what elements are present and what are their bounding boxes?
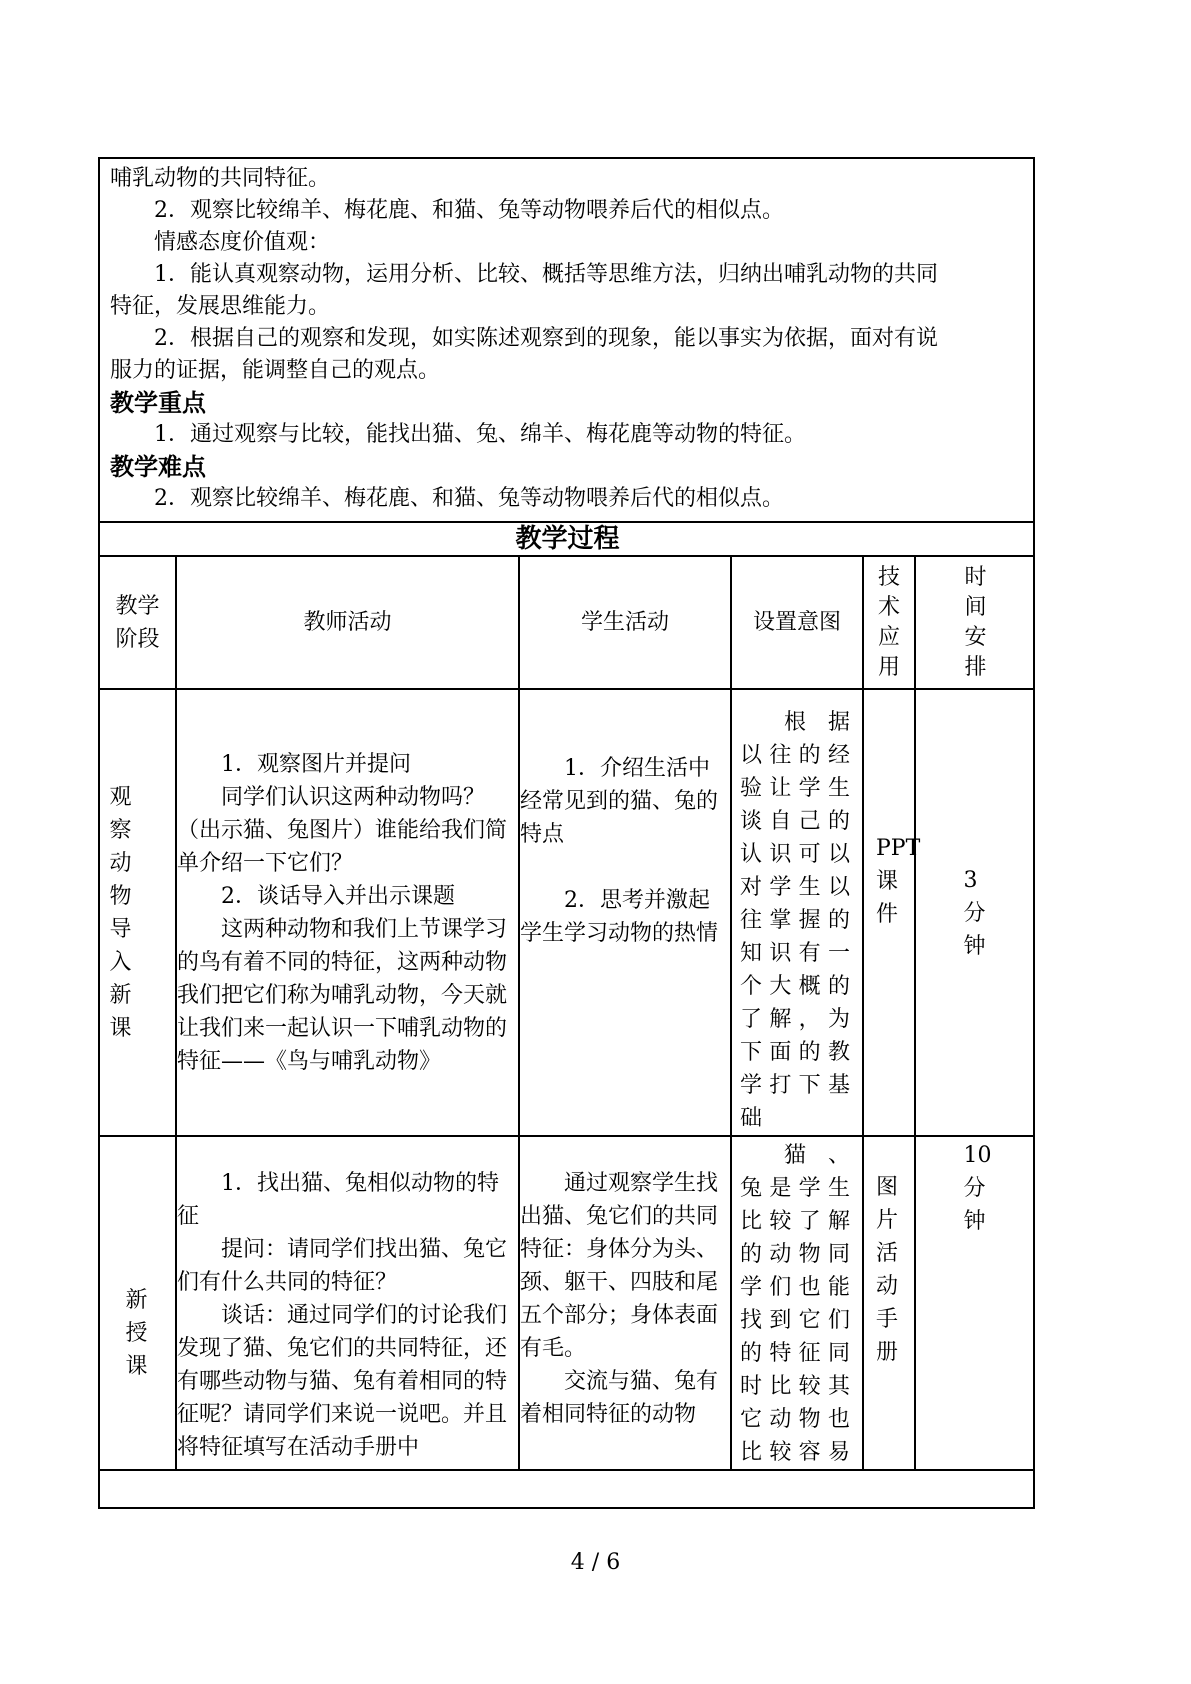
process-table xyxy=(100,557,1035,1471)
student-cell xyxy=(519,1136,731,1470)
header-stage-text: 教学阶段 xyxy=(115,593,160,652)
document-frame xyxy=(98,157,1035,1509)
table-row xyxy=(100,689,1035,1136)
tech-cell xyxy=(863,689,921,1136)
header-time-text: 时间安排 xyxy=(964,564,987,680)
teacher-line: 1．观察图片并提问 xyxy=(221,751,411,777)
teacher-line: 谈话：通过同学们的讨论我们发现了猫、兔它们的共同特征，还有哪些动物与猫、兔有着相同的特征呢？请同学们来说一说吧。并且将特征填写在活动手册中 xyxy=(177,1303,508,1460)
time-cell xyxy=(915,1136,1035,1470)
text-line: 2．根据自己的观察和发现，如实陈述观察到的现象，能以事实为依据，面对有说 xyxy=(154,326,938,351)
text-line: 服力的证据，能调整自己的观点。 xyxy=(110,358,441,383)
difficulty-heading: 教学难点 xyxy=(110,452,206,481)
intent-cell xyxy=(731,1136,863,1470)
student-cell xyxy=(519,689,731,1136)
stage-text: 新授课 xyxy=(125,1287,148,1379)
key-point-heading: 教学重点 xyxy=(110,388,206,417)
difficulty-text: 2．观察比较绵羊、梅花鹿、和猫、兔等动物喂养后代的相似点。 xyxy=(154,486,784,511)
stage-cell xyxy=(100,689,176,1136)
student-line: 交流与猫、兔有着相同特征的动物 xyxy=(520,1369,719,1427)
header-intent: 设置意图 xyxy=(731,557,863,689)
tech-cell xyxy=(863,1136,915,1470)
header-time xyxy=(915,557,1035,689)
intent-text: 根据以往的经验让学生谈自己的认识可以对学生以往掌握的知识有一个大概的了解，为下面的教学打下基础 xyxy=(740,710,854,1131)
header-student: 学生活动 xyxy=(519,557,731,689)
objectives-section xyxy=(100,159,1035,523)
stage-cell xyxy=(100,1136,176,1470)
teacher-cell xyxy=(176,689,519,1136)
teacher-line: 1．找出猫、兔相似动物的特征 xyxy=(177,1171,499,1229)
stage-text: 观察动物导入新课 xyxy=(109,784,140,1041)
time-cell xyxy=(915,689,1035,1136)
student-line: 通过观察学生找出猫、兔它们的共同特征：身体分为头、颈、躯干、四肢和尾五个部分；身体表面有毛。 xyxy=(520,1171,719,1361)
teacher-line: 同学们认识这两种动物吗？（出示猫、兔图片）谁能给我们简单介绍一下它们？ xyxy=(177,784,508,876)
tech-text: PPT课件 xyxy=(876,836,921,927)
intent-cell xyxy=(731,689,863,1136)
text-line: 情感态度价值观： xyxy=(154,230,331,255)
text-line: 1．能认真观察动物，运用分析、比较、概括等思维方法，归纳出哺乳动物的共同 xyxy=(154,262,938,287)
teacher-line: 提问：请同学们找出猫、兔它们有什么共同的特征？ xyxy=(177,1237,508,1295)
intent-text: 猫、兔是学生比较了解的动物同学们也能找到它们的特征同时比较其它动物也比较容易 xyxy=(740,1143,854,1465)
text-line: 2．观察比较绵羊、梅花鹿、和猫、兔等动物喂养后代的相似点。 xyxy=(154,198,784,223)
table-row xyxy=(100,1136,1035,1470)
tech-text: 图片 活动手册 xyxy=(876,1175,899,1365)
text-line: 特征，发展思维能力。 xyxy=(110,294,331,319)
table-header-row xyxy=(100,557,1035,689)
teacher-line: 2．谈话导入并出示课题 xyxy=(221,883,455,909)
time-text: 10分钟 xyxy=(963,1143,992,1234)
page-number: 4 / 6 xyxy=(570,1550,621,1575)
time-text: 3分钟 xyxy=(963,868,986,959)
teacher-line: 这两种动物和我们上节课学习的鸟有着不同的特征，这两种动物我们把它们称为哺乳动物，今天就让我们来一起认识一下哺乳动物的特征——《鸟与哺乳动物》 xyxy=(177,916,508,1074)
header-tech-text: 技术应用 xyxy=(877,564,900,680)
text-line: 哺乳动物的共同特征。 xyxy=(110,166,331,191)
teacher-cell xyxy=(176,1136,519,1470)
student-line: 1．介绍生活中经常见到的猫、兔的特点 xyxy=(520,756,719,847)
process-title: 教学过程 xyxy=(100,523,1035,557)
header-teacher: 教师活动 xyxy=(176,557,519,689)
student-line: 2．思考并激起学生学习动物的热情 xyxy=(520,888,719,946)
header-stage xyxy=(100,557,176,689)
key-point-text: 1．通过观察与比较，能找出猫、兔、绵羊、梅花鹿等动物的特征。 xyxy=(154,422,806,447)
header-tech xyxy=(863,557,915,689)
